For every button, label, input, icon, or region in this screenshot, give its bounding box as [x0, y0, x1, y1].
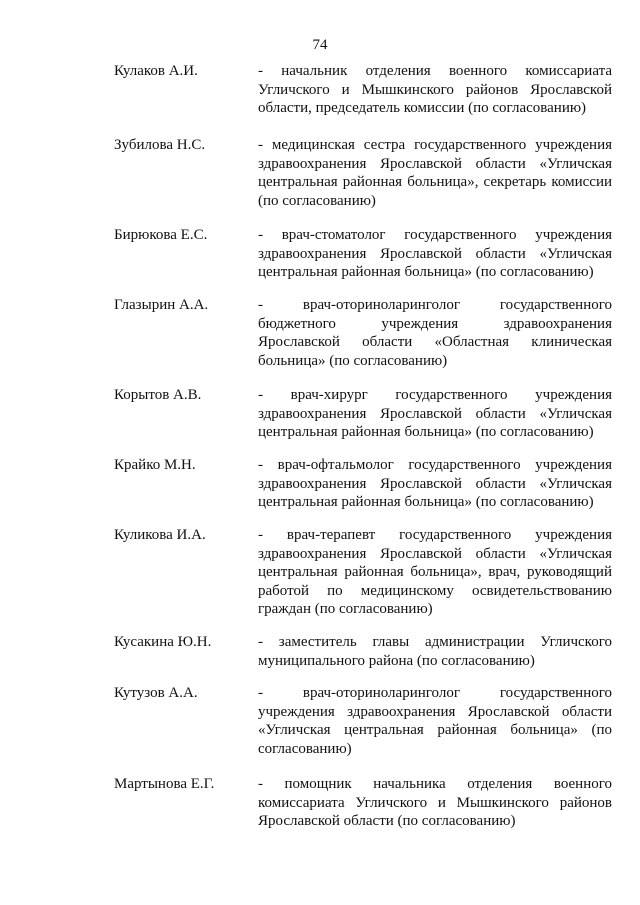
member-entry: [0, 775, 640, 831]
member-name: Глазырин А.А.: [114, 297, 209, 313]
member-name: Корытов А.В.: [114, 387, 202, 403]
commission-member-list: [0, 62, 640, 831]
member-entry: [0, 136, 640, 213]
member-name: Кутузов А.А.: [114, 685, 198, 701]
member-name: Кусакина Ю.Н.: [114, 634, 212, 650]
member-name: Бирюкова Е.С.: [114, 227, 208, 243]
member-description: - врач-стоматолог государственного учреждения здравоохранения Ярославской области «Угличская центральная районная больница» (по согласованию): [258, 227, 612, 281]
member-name: Куликова И.А.: [114, 527, 206, 543]
member-entry: [0, 296, 640, 373]
member-entry: [0, 684, 640, 758]
member-name: Зубилова Н.С.: [114, 137, 206, 153]
member-entry: [0, 633, 640, 670]
member-description: - начальник отделения военного комиссариата Угличского и Мышкинского районов Ярославской области, председатель комиссии (по согласованию): [258, 63, 612, 117]
member-description: - врач-хирург государственного учреждения здравоохранения Ярославской области «Угличская центральная районная больница» (по согласованию): [258, 387, 612, 441]
member-description: - врач-оториноларинголог государственного бюджетного учреждения здравоохранения Ярославской области «Областная клиническая больница» (по согласованию): [258, 297, 612, 369]
member-description: - врач-оториноларинголог государственного учреждения здравоохранения Ярославской области «Угличская центральная районная больница» (по согласованию): [258, 685, 612, 757]
member-description: - заместитель главы администрации Угличского муниципального района (по согласованию): [258, 634, 612, 669]
member-description: - врач-терапевт государственного учреждения здравоохранения Ярославской области «Угличская центральная районная больница», врач, руководящий работой по медицинскому освидетельствованию граждан (по согласованию): [258, 527, 612, 618]
page-number: 74: [312, 37, 328, 53]
member-entry: [0, 526, 640, 619]
member-description: - помощник начальника отделения военного комиссариата Угличского и Мышкинского районов Ярославской области (по согласованию): [258, 776, 612, 830]
member-entry: [0, 386, 640, 441]
member-name: Крайко М.Н.: [114, 457, 196, 473]
member-name: Мартынова Е.Г.: [114, 776, 215, 792]
member-description: - медицинская сестра государственного учреждения здравоохранения Ярославской области «Угличская центральная районная больница», секретарь комиссии (по согласованию): [258, 137, 612, 209]
member-entry: [0, 226, 640, 281]
member-entry: [0, 456, 640, 511]
member-entry: [0, 62, 640, 117]
member-name: Кулаков А.И.: [114, 63, 198, 79]
member-description: - врач-офтальмолог государственного учреждения здравоохранения Ярославской области «Угличская центральная районная больница» (по согласованию): [258, 457, 612, 511]
